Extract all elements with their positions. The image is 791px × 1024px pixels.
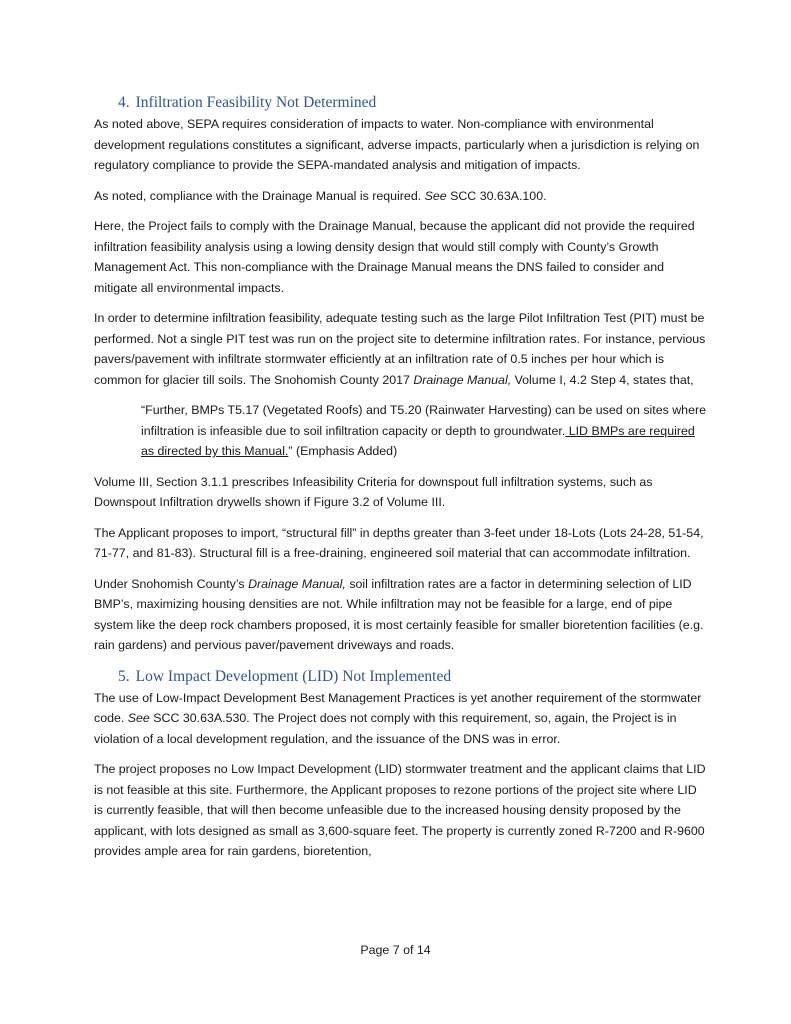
- section-4-paragraph-4: [94, 308, 706, 390]
- section-4-number: 4.: [118, 94, 130, 111]
- page-content: [94, 92, 706, 872]
- text-run: SCC 30.63A.530. The Project does not comply with this requirement, so, again, the Project is in violation of a local development regulation, and the issuance of the DNS was in error.: [94, 711, 677, 746]
- section-5-title: Low Impact Development (LID) Not Implemented: [135, 667, 452, 685]
- section-4-paragraph-2: [94, 186, 706, 207]
- section-5-heading: [118, 666, 706, 688]
- block-quote: [141, 400, 706, 462]
- text-run: Under Snohomish County’s: [94, 576, 249, 591]
- section-4-paragraph-3: Here, the Project fails to comply with the Drainage Manual, because the applicant did not provide the required infiltration feasibility analysis using a lowing density design that would still comply with County’s Growth Management Act. This non-compliance with the Drainage Manual means the DNS failed to consider and mitigate all environmental impacts.: [94, 219, 695, 295]
- text-run: soil infiltration rates are a factor in determining selection of LID BMP’s, maximizing housing densities are not. While infiltration may not be feasible for a large, end of pipe system like the deep rock chambers proposed, it is most certainly feasible for smaller bioretention facilities (e.g. rain gardens) and pervious paver/pavement driveways and roads.: [94, 576, 704, 652]
- text-run: SCC 30.63A.100.: [446, 188, 547, 203]
- quote-emphasis: LID BMPs are required as directed by this Manual.: [141, 423, 695, 458]
- section-4-title: Infiltration Feasibility Not Determined: [135, 94, 377, 111]
- text-run: Volume I, 4.2 Step 4, states that,: [511, 372, 694, 387]
- text-run: The use of Low-Impact Development Best Management Practices is yet another requirement of the stormwater code.: [94, 690, 702, 725]
- section-4-paragraph-7: [94, 574, 706, 656]
- drainage-manual-title: Drainage Manual,: [413, 372, 512, 387]
- section-5-paragraph-2: The project proposes no Low Impact Development (LID) stormwater treatment and the applicant claims that LID is not feasible at this site. Furthermore, the Applicant proposes to rezone portions of the project site where LID is currently feasible, that will then become unfeasible due to the increased housing density proposed by the applicant, with lots designed as small as 3,600-square feet. The property is currently zoned R-7200 and R-9600 provides ample area for rain gardens, bioretention,: [94, 762, 706, 858]
- quote-text: “Further, BMPs T5.17 (Vegetated Roofs) and T5.20 (Rainwater Harvesting) can be used on sites where infiltration is infeasible due to soil infiltration capacity or depth to groundwater.: [141, 403, 706, 438]
- drainage-manual-title: Drainage Manual,: [248, 576, 346, 591]
- section-4-paragraph-1: As noted above, SEPA requires consideration of impacts to water. Non-compliance with environmental development regulations constitutes a significant, adverse impacts, particularly when a jurisdiction is relying on regulatory compliance to provide the SEPA-mandated analysis and mitigation of impacts.: [94, 117, 700, 172]
- section-5-paragraph-1: [94, 688, 706, 750]
- quote-text: ” (Emphasis Added): [288, 444, 398, 458]
- section-5-number: 5.: [118, 667, 130, 685]
- section-4-paragraph-5: Volume III, Section 3.1.1 prescribes Infeasibility Criteria for downspout full infiltration systems, such as Downspout Infiltration drywells shown if Figure 3.2 of Volume III.: [94, 474, 653, 509]
- page-number-footer: Page 7 of 14: [360, 943, 431, 957]
- section-4-heading: [118, 92, 706, 114]
- section-4-paragraph-6: The Applicant proposes to import, “structural fill” in depths greater than 3-feet under 18-Lots (Lots 24-28, 51-54, 71-77, and 81-83). Structural fill is a free-draining, engineered soil material that can accommodate infiltration.: [94, 525, 704, 560]
- see-signal: See: [424, 188, 447, 203]
- text-run: As noted, compliance with the Drainage Manual is required.: [94, 188, 425, 203]
- see-signal: See: [127, 711, 150, 725]
- text-run: In order to determine infiltration feasibility, adequate testing such as the large Pilot Infiltration Test (PIT) must be performed. Not a single PIT test was run on the project site to determine infiltration rates. For instance, pervious pavers/pavement with infiltrate stormwater efficiently at an infiltration rate of 0.5 inches per hour which is common for glacier till soils. The Snohomish County 2017: [94, 311, 706, 387]
